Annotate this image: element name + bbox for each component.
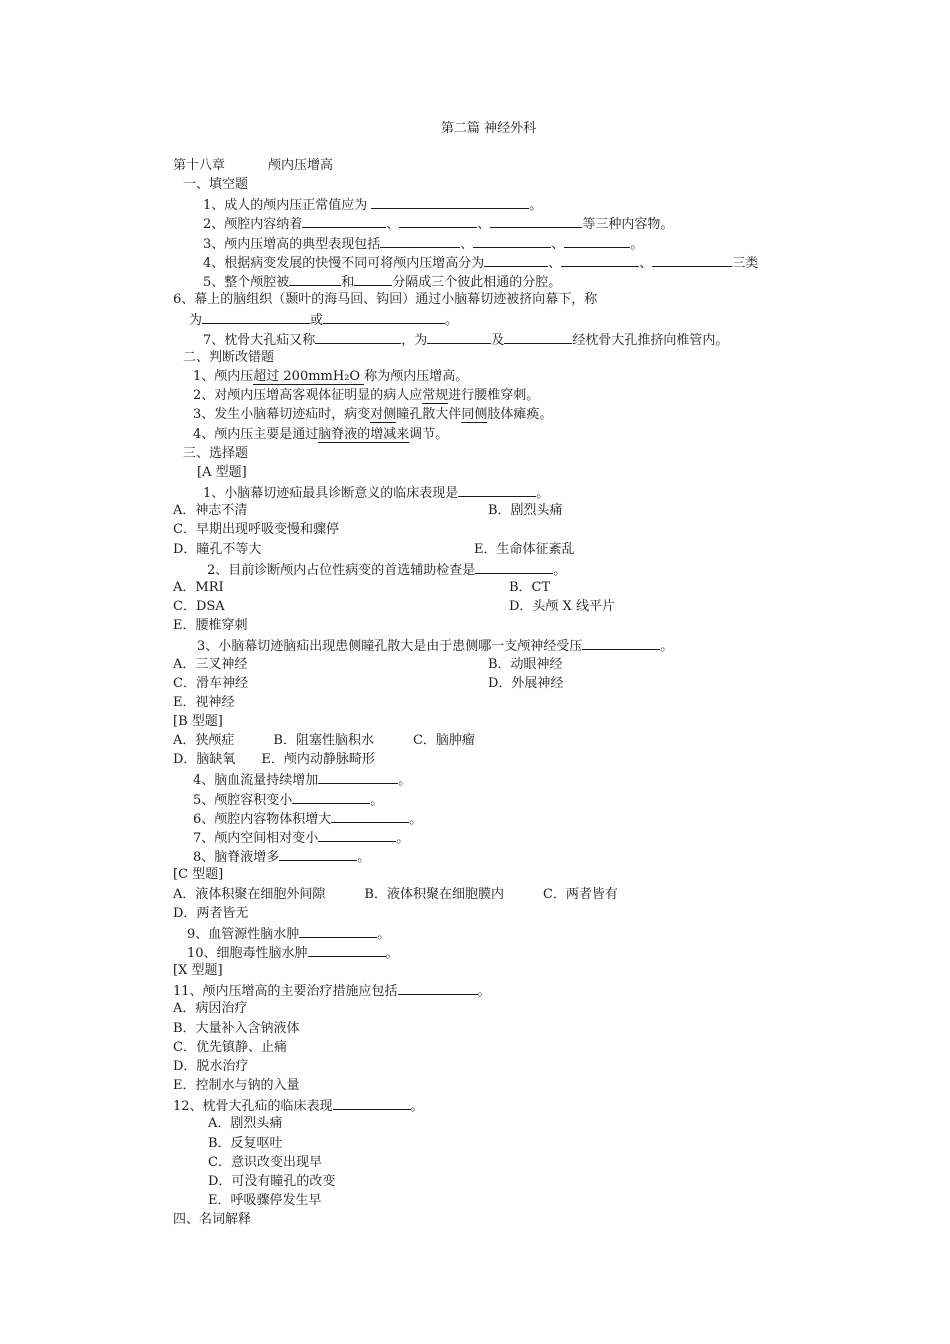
answer-blank[interactable] [299, 925, 377, 938]
option-e: E．生命体征紊乱 [474, 542, 575, 557]
option-a: A．三叉神经 [173, 657, 248, 672]
answer-blank[interactable] [318, 829, 396, 842]
judge-question-3: 3、发生小脑幕切迹疝时，病变对侧瞳孔散大伴同侧肢体瘫痪。 [193, 407, 553, 422]
option-d: D．头颅 X 线平片 [509, 599, 615, 614]
answer-blank[interactable] [475, 561, 553, 574]
judge-question-1: 1、颅内压超过 200mmH₂O 称为颅内压增高。 [193, 369, 469, 384]
answer-blank[interactable] [399, 215, 477, 228]
option-e: E．腰椎穿刺 [173, 618, 248, 633]
answer-blank[interactable] [490, 215, 582, 228]
b-question-4: 4、脑血流量持续增加 。 [193, 773, 412, 788]
question-type-c: [C 型题] [173, 867, 224, 882]
option-c: C．优先镇静、止痛 [173, 1040, 287, 1055]
option-b: B．CT [509, 580, 551, 595]
answer-blank[interactable] [561, 254, 639, 267]
c-question-10: 10、细胞毒性脑水肿 。 [187, 946, 399, 961]
option-d: D．瞳孔不等大 [173, 542, 262, 557]
judge-question-4: 4、颅内压主要是通过脑脊液的增减来调节。 [193, 427, 449, 442]
answer-blank[interactable] [318, 771, 398, 784]
option-d: D．脱水治疗 [173, 1059, 249, 1074]
b-question-8: 8、脑脊液增多 。 [193, 850, 371, 865]
option-c: C．早期出现呼吸变慢和骤停 [173, 522, 339, 537]
answer-blank[interactable] [289, 273, 341, 286]
answer-blank[interactable] [315, 331, 401, 344]
answer-blank[interactable] [279, 848, 357, 861]
x-question-11: 11、颅内压增高的主要治疗措施应包括 。 [173, 984, 491, 999]
answer-blank[interactable] [292, 791, 370, 804]
option-b: B．反复呕吐 [208, 1136, 283, 1151]
c-options-row-1: A．液体积聚在细胞外间隙 B．液体积聚在细胞膜内 C．两者皆有 [173, 887, 618, 902]
b-question-5: 5、颅腔容积变小 。 [193, 793, 384, 808]
choice-question-3: 3、小脑幕切迹脑疝出现患侧瞳孔散大是由于患侧哪一支颅神经受压 。 [197, 639, 674, 654]
choice-question-1: 1、小脑幕切迹疝最具诊断意义的临床表现是 。 [203, 486, 550, 501]
question-type-b: [B 型题] [173, 714, 223, 729]
b-question-6: 6、颅腔内容物体积增大 。 [193, 812, 423, 827]
fill-question-4: 4、根据病变发展的快慢不同可将颅内压增高分为 、 、 三类 [203, 256, 759, 271]
option-a: A．MRI [173, 580, 224, 595]
option-b: B．大量补入含钠液体 [173, 1021, 300, 1036]
page-title: 第二篇 神经外科 [441, 121, 537, 136]
answer-blank[interactable] [484, 254, 548, 267]
answer-blank[interactable] [302, 215, 386, 228]
question-type-x: [X 型题] [173, 963, 223, 978]
option-c: C．意识改变出现早 [208, 1155, 322, 1170]
option-a: A．病因治疗 [173, 1001, 248, 1016]
answer-blank[interactable] [371, 196, 529, 209]
answer-blank[interactable] [504, 331, 572, 344]
option-d: D．外展神经 [488, 676, 564, 691]
answer-blank[interactable] [380, 235, 460, 248]
section-heading-fill-in: 一、填空题 [183, 177, 249, 192]
answer-blank[interactable] [652, 254, 732, 267]
option-d: D．可没有瞳孔的改变 [208, 1174, 336, 1189]
fill-question-3: 3、颅内压增高的典型表现包括 、 、 。 [203, 237, 644, 252]
c-question-9: 9、血管源性脑水肿 。 [187, 927, 391, 942]
answer-blank[interactable] [354, 273, 392, 286]
x-question-12: 12、枕骨大孔疝的临床表现 。 [173, 1099, 424, 1114]
section-heading-definitions: 四、名词解释 [173, 1212, 252, 1227]
answer-blank[interactable] [564, 235, 630, 248]
option-e: E．呼吸骤停发生早 [208, 1193, 322, 1208]
b-question-7: 7、颅内空间相对变小 。 [193, 831, 410, 846]
option-a: A．剧烈头痛 [208, 1116, 283, 1131]
answer-blank[interactable] [473, 235, 551, 248]
answer-blank[interactable] [308, 944, 386, 957]
fill-question-5: 5、整个颅腔被 和 分隔成三个彼此相通的分腔。 [203, 275, 562, 290]
option-c: C．DSA [173, 599, 225, 614]
option-a: A．神志不清 [173, 503, 248, 518]
c-options-row-2: D．两者皆无 [173, 906, 249, 921]
fill-question-2: 2、颅腔内容纳着 、 、 等三种内容物。 [203, 217, 674, 232]
option-b: B．剧烈头痛 [488, 503, 563, 518]
option-e: E．控制水与钠的入量 [173, 1078, 300, 1093]
chapter-number: 第十八章 [173, 158, 226, 173]
answer-blank[interactable] [398, 982, 478, 995]
judge-question-2: 2、对颅内压增高客观体征明显的病人应常规进行腰椎穿刺。 [193, 388, 540, 403]
section-heading-true-false: 二、判断改错题 [183, 350, 275, 365]
option-e: E．视神经 [173, 695, 235, 710]
choice-question-2: 2、目前诊断颅内占位性病变的首选辅助检查是 。 [207, 563, 567, 578]
fill-question-6: 6、幕上的脑组织（颞叶的海马回、钩回）通过小脑幕切迹被挤向幕下，称 [173, 292, 598, 307]
b-options-row-2: D．脑缺氧 E．颅内动静脉畸形 [173, 752, 375, 767]
chapter-title: 颅内压增高 [268, 158, 334, 173]
answer-blank[interactable] [427, 331, 491, 344]
b-options-row-1: A．狭颅症 B．阻塞性脑积水 C．脑肿瘤 [173, 733, 475, 748]
section-heading-choice: 三、选择题 [183, 446, 249, 461]
answer-blank[interactable] [323, 311, 445, 324]
question-type-a: [A 型题] [197, 465, 247, 480]
option-b: B．动眼神经 [488, 657, 563, 672]
fill-question-1: 1、成人的颅内压正常值应为 。 [203, 198, 543, 213]
answer-blank[interactable] [333, 1097, 411, 1110]
answer-blank[interactable] [331, 810, 409, 823]
fill-question-6-cont: 为 或 。 [189, 313, 459, 328]
fill-question-7: 7、枕骨大孔疝又称 ，为 及 经枕骨大孔推挤向椎管内。 [203, 333, 729, 348]
answer-blank[interactable] [582, 637, 660, 650]
answer-blank[interactable] [458, 484, 536, 497]
option-c: C．滑车神经 [173, 676, 248, 691]
answer-blank[interactable] [202, 311, 310, 324]
